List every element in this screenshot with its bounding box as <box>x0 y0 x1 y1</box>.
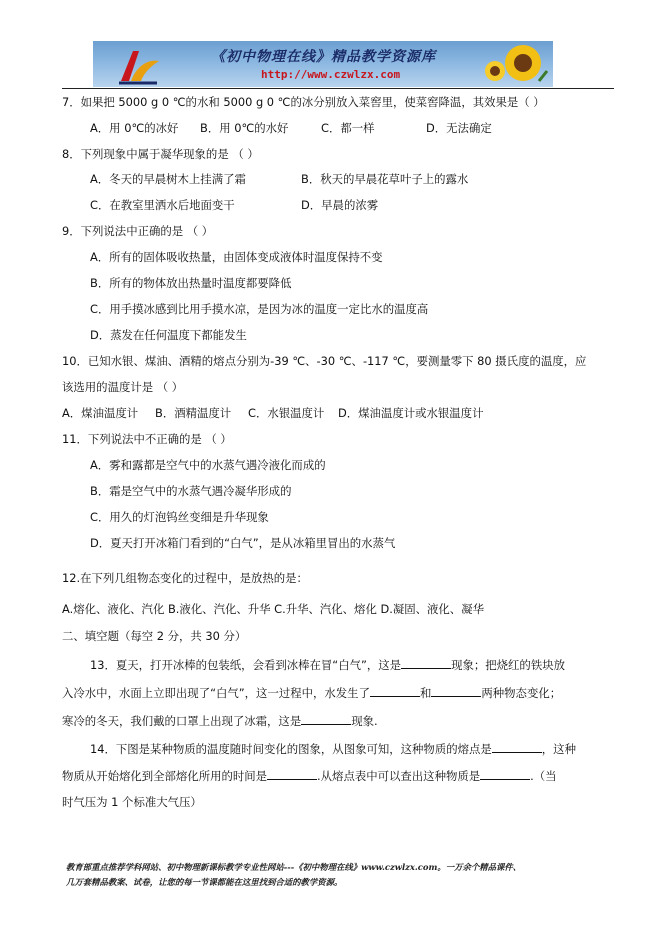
header-rule <box>62 88 614 89</box>
q14-blank-3[interactable] <box>480 768 530 780</box>
q11-option-b[interactable]: B．霜是空气中的水蒸气遇冷凝华形成的 <box>90 484 292 498</box>
q10-option-a[interactable]: A．煤油温度计 <box>62 406 139 420</box>
question-10-stem-line1: 10．已知水银、煤油、酒精的熔点分别为-39 ℃、-30 ℃、-117 ℃，要测量零下 80 摄氏度的温度，应 <box>62 354 587 368</box>
q14-text-1: 14．下图是某种物质的温度随时间变化的图象，从图象可知，这种物质的熔点是 <box>90 742 492 756</box>
q7-option-d[interactable]: D．无法确定 <box>426 121 492 135</box>
question-9-stem: 9．下列说法中正确的是 （ ） <box>62 224 214 238</box>
banner-url[interactable]: http://www.czwlzx.com <box>261 68 401 81</box>
question-10-options <box>62 406 483 421</box>
question-7-stem: 7．如果把 5000 g 0 ℃的水和 5000 g 0 ℃的冰分别放入菜窖里，使菜窖降温，其效果是（ ） <box>62 95 545 109</box>
question-7-options <box>90 121 492 136</box>
q8-option-a[interactable]: A．冬天的早晨树木上挂满了霜 <box>90 172 246 186</box>
question-8-options-row2 <box>90 198 378 213</box>
question-10-stem-line2: 该选用的温度计是 （ ） <box>62 380 184 394</box>
footer-line-2: 几万套精品教案、试卷，让您的每一节课都能在这里找到合适的教学资源。 <box>66 877 343 887</box>
footer-line-1: 教育部重点推荐学科网站、初中物理新课标教学专业性网站---《初中物理在线》www.czwlzx.com。一万余个精品课件、 <box>66 862 522 872</box>
q9-option-c[interactable]: C．用手摸冰感到比用手摸水凉，是因为冰的温度一定比水的温度高 <box>90 302 429 316</box>
q13-text-6: 寒冷的冬天，我们戴的口罩上出现了冰霜，这是 <box>62 714 302 728</box>
q13-text-3: 入冷水中，水面上立即出现了“白气”，这一过程中，水发生了 <box>62 686 370 700</box>
section-2-heading: 二、填空题（每空 2 分，共 30 分） <box>62 629 247 643</box>
question-8-stem: 8．下列现象中属于凝华现象的是 （ ） <box>62 147 259 161</box>
q9-option-b[interactable]: B．所有的物体放出热量时温度都要降低 <box>90 276 292 290</box>
q13-blank-4[interactable] <box>301 713 351 725</box>
q11-option-a[interactable]: A．雾和露都是空气中的水蒸气遇冷液化而成的 <box>90 458 326 472</box>
question-12-options[interactable]: A.熔化、液化、汽化 B.液化、汽化、升华 C.升华、汽化、熔化 D.凝固、液化、凝华 <box>62 602 484 616</box>
q7-option-b[interactable]: B．用 0℃的水好 <box>200 121 289 135</box>
q14-text-2: ，这种 <box>541 742 576 756</box>
banner-logo-icon <box>115 45 161 85</box>
question-12-stem: 12.在下列几组物态变化的过程中，是放热的是： <box>62 571 308 585</box>
q7-option-a[interactable]: A．用 0℃的冰好 <box>90 121 179 135</box>
question-13-line1 <box>90 657 565 673</box>
q14-blank-2[interactable] <box>267 768 317 780</box>
q13-blank-3[interactable] <box>431 685 481 697</box>
q13-text-1: 13．夏天，打开冰棒的包装纸，会看到冰棒在冒“白气”，这是 <box>90 658 402 672</box>
q7-option-c[interactable]: C．都一样 <box>321 121 375 135</box>
question-8-options-row1 <box>90 172 468 187</box>
q13-text-2: 现象；把烧红的铁块放 <box>451 658 565 672</box>
question-11-stem: 11．下列说法中不正确的是 （ ） <box>62 432 232 446</box>
q10-option-d[interactable]: D．煤油温度计或水银温度计 <box>338 406 484 420</box>
q8-option-c[interactable]: C．在教室里洒水后地面变干 <box>90 198 235 212</box>
question-14-line2 <box>62 768 557 784</box>
q13-text-7: 现象. <box>351 714 378 728</box>
q14-text-6: 时气压为 1 个标准大气压） <box>62 795 202 809</box>
q8-option-d[interactable]: D．早晨的浓雾 <box>301 198 379 212</box>
q9-option-a[interactable]: A．所有的固体吸收热量，由固体变成液体时温度保持不变 <box>90 250 383 264</box>
banner-title: 《初中物理在线》精品教学资源库 <box>211 49 436 65</box>
question-14-line1 <box>90 741 576 757</box>
question-13-line3 <box>62 713 378 729</box>
q13-text-4: 和 <box>419 686 432 700</box>
q14-text-3: 物质从开始熔化到全部熔化所用的时间是 <box>62 769 268 783</box>
q11-option-c[interactable]: C．用久的灯泡钨丝变细是升华现象 <box>90 510 269 524</box>
q14-text-4: .从熔点表中可以查出这种物质是 <box>317 769 481 783</box>
sunflower-icon <box>481 41 551 87</box>
q13-text-5: 两种物态变化； <box>481 686 562 700</box>
header-banner <box>93 41 553 87</box>
question-13-line2 <box>62 685 561 701</box>
q9-option-d[interactable]: D．蒸发在任何温度下都能发生 <box>90 328 247 342</box>
q10-option-c[interactable]: C．水银温度计 <box>248 406 325 420</box>
q11-option-d[interactable]: D．夏天打开冰箱门看到的“白气”，是从冰箱里冒出的水蒸气 <box>90 536 396 550</box>
q13-blank-2[interactable] <box>370 685 420 697</box>
q13-blank-1[interactable] <box>401 657 451 669</box>
q14-text-5: .（当 <box>530 769 557 783</box>
q14-blank-1[interactable] <box>492 741 542 753</box>
q8-option-b[interactable]: B．秋天的早晨花草叶子上的露水 <box>301 172 469 186</box>
q10-option-b[interactable]: B．酒精温度计 <box>155 406 232 420</box>
